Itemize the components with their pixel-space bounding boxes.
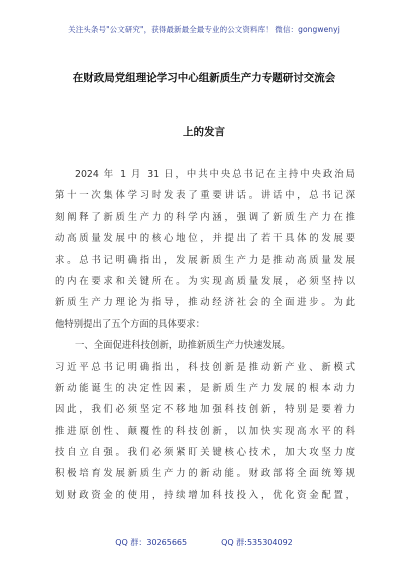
document-title-continued: 上的发言 bbox=[183, 126, 225, 138]
body-line: 习近平总书记明确指出，科技创新是推动新产业、新模式 bbox=[55, 361, 355, 373]
document-body bbox=[55, 164, 355, 506]
body-line: 第十一次集体学习时发表了重要讲话。讲话中，总书记深 bbox=[55, 190, 355, 202]
document-title: 在财政局党组理论学习中心组新质生产力专题研讨交流会 bbox=[72, 72, 336, 84]
section-heading: 一、全面促进科技创新，助推新质生产力快速发展。 bbox=[75, 340, 291, 352]
body-line: 新动能诞生的决定性因素，是新质生产力发展的根本动力 bbox=[55, 382, 355, 394]
body-line: 刻阐释了新质生产力的科学内涵，强调了新质生产力在推 bbox=[55, 211, 355, 223]
body-line: 划财政资金的使用，持续增加科技投入，优化资金配置， bbox=[55, 489, 355, 501]
body-line: 新质生产力理论为指导，推动经济社会的全面进步。为此 bbox=[55, 297, 355, 309]
body-line: 因此，我们必须坚定不移地加强科技创新，特别是要着力 bbox=[55, 404, 355, 416]
footer-qq-group-2: QQ 群:535304092 bbox=[221, 538, 293, 547]
body-line: 2024 年 1 月 31 日，中共中央总书记在主持中央政治局 bbox=[75, 169, 355, 180]
body-line: 积极培育发展新质生产力的新动能。财政部将全面统筹规 bbox=[55, 468, 355, 480]
footer-qq-group-1: QQ 群：30265665 bbox=[115, 538, 188, 547]
body-line: 求。总书记明确指出，发展新质生产力是推动高质量发展 bbox=[55, 254, 355, 266]
footer bbox=[0, 537, 408, 548]
body-line: 技自立自强。我们必须紧盯关键核心技术，加大攻坚力度 bbox=[55, 447, 355, 459]
body-line: 动高质量发展中的核心地位，并提出了若干具体的发展要 bbox=[55, 233, 355, 245]
body-line: 的内在要求和关键所在。为实现高质量发展，必须坚持以 bbox=[55, 275, 355, 287]
body-line: 推进原创性、颠覆性的科技创新，以加快实现高水平的科 bbox=[55, 425, 355, 437]
header-note: 关注头条号"公文研究"，获得最新最全最专业的公文资料库！ 微信：gongwenyj bbox=[68, 25, 340, 34]
body-line: 他特别提出了五个方面的具体要求： bbox=[55, 318, 206, 330]
